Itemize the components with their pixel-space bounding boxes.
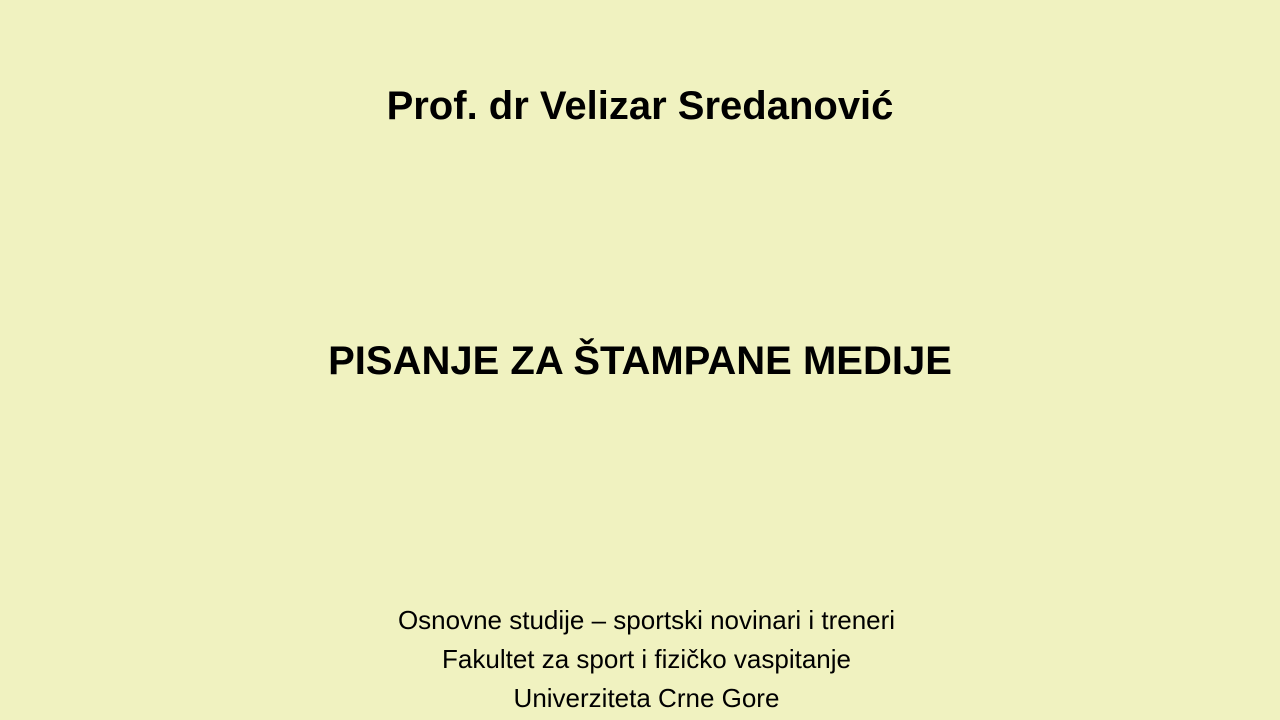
author-name: Prof. dr Velizar Sredanović (386, 84, 894, 128)
institution-info (0, 601, 1280, 718)
study-program-line: Osnovne studije – sportski novinari i treneri (397, 605, 896, 635)
university-line: Univerziteta Crne Gore (513, 683, 780, 713)
faculty-line: Fakultet za sport i fizičko vaspitanje (442, 644, 851, 674)
slide-title: PISANJE ZA ŠTAMPANE MEDIJE (328, 339, 952, 383)
